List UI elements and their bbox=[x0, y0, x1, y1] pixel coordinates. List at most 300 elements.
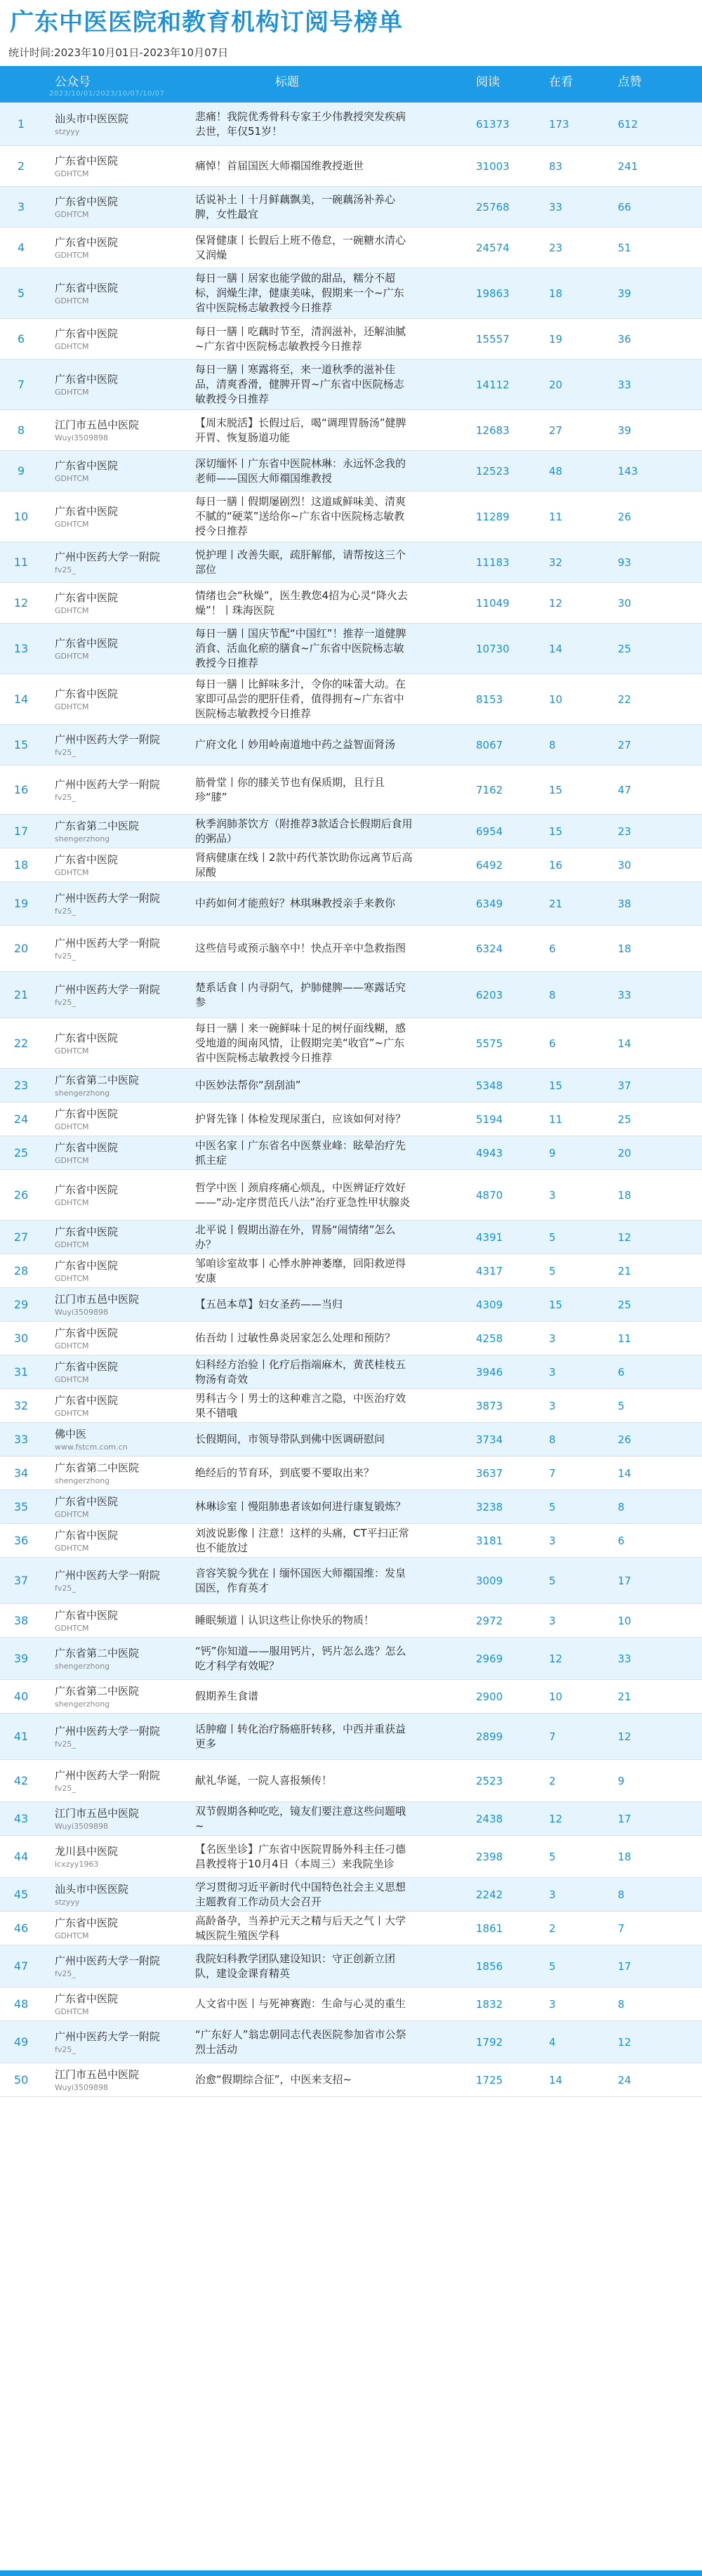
account-id: shengerzhong bbox=[55, 834, 110, 843]
like-count: 25 bbox=[618, 1112, 632, 1126]
article-title[interactable]: 筋骨堂丨你的膝关节也有保质期，且行且珍“膝” bbox=[195, 775, 385, 803]
table-row[interactable] bbox=[0, 1254, 702, 1288]
article-title[interactable]: 保肾健康丨长假后上班不倦怠，一碗糖水清心又润燥 bbox=[195, 233, 406, 261]
view-count: 15 bbox=[549, 824, 563, 838]
article-title[interactable]: 人文省中医丨与死神赛跑：生命与心灵的重生 bbox=[195, 1997, 406, 2010]
account-name[interactable]: 广东省中医院 bbox=[55, 1528, 119, 1542]
account-name[interactable]: 广州中医药大学一附院 bbox=[55, 1568, 161, 1582]
read-count: 19863 bbox=[476, 287, 510, 300]
like-count: 30 bbox=[618, 858, 632, 872]
account-name[interactable]: 广州中医药大学一附院 bbox=[55, 983, 161, 996]
article-title[interactable]: 悦护理丨改善失眠，疏肝解郁，请帮按这三个部位 bbox=[195, 548, 406, 576]
account-id: fv25_ bbox=[55, 1783, 76, 1793]
account-id: GDHTCM bbox=[55, 387, 89, 397]
view-count: 3 bbox=[549, 1332, 556, 1345]
table-row[interactable] bbox=[0, 765, 702, 815]
rank-number: 4 bbox=[17, 241, 25, 254]
table-row[interactable] bbox=[0, 1987, 702, 2021]
table-row[interactable] bbox=[0, 1069, 702, 1103]
account-cell bbox=[55, 360, 188, 409]
article-title[interactable]: 这些信号或预示脑卒中！快点开辛中急救指图 bbox=[195, 942, 406, 954]
like-count: 33 bbox=[618, 988, 632, 1001]
read-count: 11183 bbox=[476, 556, 510, 569]
article-title[interactable]: 秋季润肺茶饮方（附推荐3款适合长假期后食用的粥品） bbox=[195, 817, 413, 845]
article-title[interactable]: 楚系话食丨内寻阴气，护肺健脾——寒露话究参 bbox=[195, 980, 406, 1008]
table-row[interactable] bbox=[0, 815, 702, 848]
account-cell bbox=[55, 187, 188, 227]
account-cell bbox=[55, 103, 188, 145]
account-name[interactable]: 广东省中医院 bbox=[55, 1360, 119, 1373]
table-row[interactable] bbox=[0, 319, 702, 360]
table-row[interactable] bbox=[0, 146, 702, 187]
like-count: 47 bbox=[618, 783, 632, 796]
article-title[interactable]: 邹咱诊室故事丨心悸水肿神萎靡，回阳救逆得安康 bbox=[195, 1256, 406, 1284]
account-name[interactable]: 广州中医药大学一附院 bbox=[55, 2030, 161, 2043]
rank-number: 32 bbox=[13, 1399, 29, 1412]
account-cell bbox=[55, 1288, 188, 1321]
account-cell bbox=[55, 583, 188, 623]
account-id: stzyyy bbox=[55, 1897, 80, 1907]
account-id: GDHTCM bbox=[55, 341, 89, 351]
like-count: 18 bbox=[618, 1188, 632, 1202]
article-title[interactable]: 高龄备孕，当养护元天之精与后天之气丨大学城医院生殖医学科 bbox=[195, 1914, 406, 1942]
account-id: GDHTCM bbox=[55, 169, 89, 178]
account-name[interactable]: 广州中医药大学一附院 bbox=[55, 891, 161, 905]
table-header bbox=[0, 66, 702, 103]
table-row[interactable] bbox=[0, 926, 702, 972]
article-title[interactable]: 中医名家丨广东省名中医蔡业峰：眩晕治疗先抓主症 bbox=[195, 1138, 406, 1167]
account-name[interactable]: 广东省中医院 bbox=[55, 1992, 119, 2005]
account-name[interactable]: 江门市五邑中医院 bbox=[55, 2068, 140, 2081]
read-count: 3734 bbox=[476, 1433, 503, 1446]
table-row[interactable] bbox=[0, 1355, 702, 1389]
account-id: shengerzhong bbox=[55, 1088, 110, 1098]
account-cell bbox=[55, 1878, 188, 1911]
view-count: 6 bbox=[549, 1037, 556, 1050]
view-count: 11 bbox=[549, 510, 563, 523]
read-count: 15557 bbox=[476, 332, 510, 346]
account-cell bbox=[55, 2021, 188, 2063]
account-name[interactable]: 江门市五邑中医院 bbox=[55, 1292, 140, 1306]
article-title[interactable]: 每日一膳丨吃藕时节至，清润滋补，还解油腻~广东省中医院杨志敏教授今日推荐 bbox=[195, 324, 406, 353]
article-title[interactable]: “广东好人”翁忠朝同志代表医院参加省市公祭烈士活动 bbox=[195, 2028, 406, 2056]
account-name[interactable]: 广东省中医院 bbox=[55, 1141, 119, 1154]
article-title[interactable]: 肾病健康在线丨2款中药代茶饮助你远离节后高尿酸 bbox=[195, 850, 413, 879]
account-name[interactable]: 广东省中医院 bbox=[55, 1183, 119, 1196]
rank-number: 30 bbox=[13, 1332, 29, 1345]
table-row[interactable] bbox=[0, 882, 702, 926]
rank-number: 26 bbox=[13, 1188, 29, 1202]
article-title[interactable]: 妇科经方治验丨化疗后指端麻木，黄芪桂枝五物汤有奇效 bbox=[195, 1358, 406, 1386]
table-row[interactable] bbox=[0, 1604, 702, 1638]
article-title[interactable]: 每日一膳丨寒露将至，来一道秋季的滋补佳品，清爽香滑，健脾开胃~广东省中医院杨志敏教授今日推荐 bbox=[195, 363, 404, 405]
read-count: 2398 bbox=[476, 1850, 503, 1863]
rank-number: 28 bbox=[13, 1264, 29, 1277]
view-count: 20 bbox=[549, 378, 563, 391]
article-title[interactable]: 每日一膳丨假期屡剧烈！这道咸鲜味美、清爽不腻的“硬菜”送给你~广东省中医院杨志敏教授今日推荐 bbox=[195, 495, 406, 537]
table-row[interactable] bbox=[0, 1878, 702, 1912]
account-cell bbox=[55, 1254, 188, 1287]
read-count: 5348 bbox=[476, 1079, 503, 1092]
table-row[interactable] bbox=[0, 492, 702, 542]
article-title[interactable]: 每日一膳丨居家也能学做的甜品，糯分不超标，润燥生津，健康美味，假期来一个~广东省中医院杨志敏教授今日推荐 bbox=[195, 272, 404, 314]
account-cell bbox=[55, 1322, 188, 1355]
account-name[interactable]: 广东省中医院 bbox=[55, 1608, 119, 1622]
article-title[interactable]: “钙”你知道——服用钙片，钙片怎么选？怎么吃才科学有效呢？ bbox=[195, 1644, 406, 1672]
rank-number: 15 bbox=[13, 738, 29, 751]
like-count: 66 bbox=[618, 200, 632, 213]
table-row[interactable] bbox=[0, 1136, 702, 1170]
account-name[interactable]: 广东省中医院 bbox=[55, 1916, 119, 1929]
read-count: 4943 bbox=[476, 1146, 503, 1159]
article-title[interactable]: 话肿瘤丨转化治疗肠癌肝转移，中西并重获益更多 bbox=[195, 1722, 406, 1750]
read-count: 24574 bbox=[476, 241, 510, 254]
table-row[interactable] bbox=[0, 268, 702, 319]
account-cell bbox=[55, 1389, 188, 1422]
account-cell bbox=[55, 542, 188, 582]
read-count: 8153 bbox=[476, 692, 503, 706]
account-name[interactable]: 广东省中医院 bbox=[55, 591, 119, 604]
like-count: 39 bbox=[618, 287, 632, 300]
view-count: 8 bbox=[549, 988, 556, 1001]
col-header-reads: 阅读 bbox=[476, 75, 500, 89]
account-name[interactable]: 广东省中医院 bbox=[55, 459, 119, 472]
account-cell bbox=[55, 765, 188, 814]
account-id: fv25_ bbox=[55, 792, 76, 802]
account-cell bbox=[55, 1680, 188, 1713]
article-title[interactable]: 【名医坐诊】广东省中医院胃肠外科主任刁德昌教授将于10月4日（本周三）来我院坐诊 bbox=[195, 1842, 406, 1870]
table-row[interactable] bbox=[0, 1945, 702, 1987]
account-name[interactable]: 广州中医药大学一附院 bbox=[55, 936, 161, 949]
table-row[interactable] bbox=[0, 1836, 702, 1878]
account-id: GDHTCM bbox=[55, 1374, 89, 1384]
like-count: 7 bbox=[618, 1921, 625, 1935]
account-cell bbox=[55, 1221, 188, 1254]
table-row[interactable] bbox=[0, 103, 702, 146]
account-name[interactable]: 广东省中医院 bbox=[55, 372, 119, 386]
account-cell bbox=[55, 882, 188, 925]
view-count: 2 bbox=[549, 1774, 556, 1787]
account-cell bbox=[55, 319, 188, 359]
read-count: 2969 bbox=[476, 1652, 503, 1665]
view-count: 83 bbox=[549, 159, 563, 173]
account-id: www.fstcm.com.cn bbox=[55, 1442, 128, 1452]
view-count: 3 bbox=[549, 1365, 556, 1379]
table-row[interactable] bbox=[0, 187, 702, 228]
table-row[interactable] bbox=[0, 972, 702, 1018]
view-count: 10 bbox=[549, 1690, 563, 1703]
like-count: 21 bbox=[618, 1264, 632, 1277]
account-name[interactable]: 广东省中医院 bbox=[55, 235, 119, 249]
rank-number: 21 bbox=[13, 988, 29, 1001]
article-title[interactable]: 林琳诊室丨慢阻肺患者该如何进行康复锻炼？ bbox=[195, 1500, 406, 1513]
table-row[interactable] bbox=[0, 1802, 702, 1836]
account-name[interactable]: 广东省中医院 bbox=[55, 1494, 119, 1508]
account-id: fv25_ bbox=[55, 1739, 76, 1749]
account-cell bbox=[55, 926, 188, 971]
account-id: fv25_ bbox=[55, 951, 76, 961]
view-count: 3 bbox=[549, 1888, 556, 1901]
article-title[interactable]: 话说补土丨十月鲜藕飘美，一碗藕汤补养心脾，女性最宜 bbox=[195, 192, 396, 221]
read-count: 5194 bbox=[476, 1112, 503, 1126]
rank-number: 31 bbox=[13, 1365, 29, 1379]
account-name[interactable]: 广东省中医院 bbox=[55, 1225, 119, 1238]
view-count: 5 bbox=[549, 1574, 556, 1587]
account-cell bbox=[55, 815, 188, 848]
rank-number: 38 bbox=[13, 1614, 29, 1627]
article-title[interactable]: 睡眠频道丨认识这些让你快乐的物质！ bbox=[195, 1614, 375, 1627]
read-count: 5575 bbox=[476, 1037, 503, 1050]
account-id: GDHTCM bbox=[55, 1623, 89, 1633]
account-cell bbox=[55, 492, 188, 541]
rank-number: 18 bbox=[13, 858, 29, 872]
rank-number: 46 bbox=[13, 1921, 29, 1935]
article-title[interactable]: 中药如何才能煎好？林琪琳教授亲手来教你 bbox=[195, 897, 396, 909]
article-title[interactable]: 情绪也会“秋燥”，医生教您4招为心灵“降火去燥”！丨珠海医院 bbox=[195, 589, 408, 617]
account-id: GDHTCM bbox=[55, 651, 89, 661]
account-cell bbox=[55, 624, 188, 673]
like-count: 17 bbox=[618, 1574, 632, 1587]
like-count: 30 bbox=[618, 596, 632, 610]
account-name[interactable]: 佛中医 bbox=[55, 1427, 87, 1440]
table-row[interactable] bbox=[0, 1423, 702, 1457]
table-row[interactable] bbox=[0, 1680, 702, 1714]
view-count: 32 bbox=[549, 556, 563, 569]
article-title[interactable]: 悲痛！我院优秀骨科专家王少伟教授突发疾病去世，年仅51岁！ bbox=[195, 110, 406, 138]
table-row[interactable] bbox=[0, 674, 702, 725]
account-name[interactable]: 汕头市中医医院 bbox=[55, 112, 129, 125]
account-cell bbox=[55, 1018, 188, 1068]
account-name[interactable]: 汕头市中医医院 bbox=[55, 1882, 129, 1895]
view-count: 18 bbox=[549, 287, 563, 300]
rank-number: 24 bbox=[13, 1112, 29, 1126]
article-title[interactable]: 音容笑貌今犹在丨缅怀国医大师禤国维：发皇国医，作育英才 bbox=[195, 1566, 406, 1594]
article-title[interactable]: 男科古今丨男士的这种难言之隐，中医治疗效果不错哦 bbox=[195, 1391, 406, 1419]
article-title[interactable]: 深切缅怀丨广东省中医院林琳：永远怀念我的老师——国医大师禤国维教授 bbox=[195, 456, 406, 485]
view-count: 12 bbox=[549, 1812, 563, 1825]
view-count: 14 bbox=[549, 2073, 563, 2087]
like-count: 25 bbox=[618, 642, 632, 655]
account-cell bbox=[55, 1490, 188, 1523]
table-row[interactable] bbox=[0, 1018, 702, 1069]
view-count: 23 bbox=[549, 241, 563, 254]
table-row[interactable] bbox=[0, 848, 702, 882]
account-name[interactable]: 江门市五邑中医院 bbox=[55, 418, 140, 431]
account-name[interactable]: 广东省中医院 bbox=[55, 636, 119, 650]
account-id: GDHTCM bbox=[55, 250, 89, 260]
view-count: 3 bbox=[549, 1614, 556, 1627]
article-title[interactable]: 每日一膳丨来一碗鲜味十足的树仔面线糊，感受地道的闽南风情，让假期完美“收官”~广东省中医院杨志敏教授今日推荐 bbox=[195, 1022, 406, 1064]
article-title[interactable]: 我院妇科教学团队建设知识：守正创新立团队，建设金课育精英 bbox=[195, 1952, 396, 1980]
table-row[interactable] bbox=[0, 1322, 702, 1355]
table-row[interactable] bbox=[0, 1760, 702, 1802]
account-name[interactable]: 广东省中医院 bbox=[55, 853, 119, 866]
article-title[interactable]: 广府文化丨妙用岭南道地中药之益智面肾汤 bbox=[195, 738, 396, 751]
view-count: 16 bbox=[549, 858, 563, 872]
like-count: 26 bbox=[618, 1433, 632, 1446]
table-row[interactable] bbox=[0, 1638, 702, 1680]
account-cell bbox=[55, 972, 188, 1018]
like-count: 12 bbox=[618, 1730, 632, 1743]
table-row[interactable] bbox=[0, 1714, 702, 1760]
article-title[interactable]: 假期养生食谱 bbox=[195, 1690, 259, 1702]
account-cell bbox=[55, 451, 188, 491]
table-row[interactable] bbox=[0, 1170, 702, 1221]
table-row[interactable] bbox=[0, 583, 702, 624]
article-title[interactable]: 刘波说影像丨注意！这样的头痛，CT平扫正常也不能放过 bbox=[195, 1526, 409, 1554]
rank-number: 1 bbox=[17, 117, 25, 131]
table-row[interactable] bbox=[0, 542, 702, 583]
article-title[interactable]: 【五邑本草】妇女圣药——当归 bbox=[195, 1298, 343, 1310]
like-count: 5 bbox=[618, 1399, 625, 1412]
rank-number: 29 bbox=[13, 1298, 29, 1311]
like-count: 14 bbox=[618, 1466, 632, 1480]
account-cell bbox=[55, 2063, 188, 2096]
article-title[interactable]: 痛悼！首届国医大师禤国维教授逝世 bbox=[195, 159, 364, 172]
like-count: 12 bbox=[618, 1230, 632, 1244]
article-title[interactable]: 治愈“假期综合征”，中医来支招~ bbox=[195, 2073, 352, 2086]
read-count: 8067 bbox=[476, 738, 503, 751]
article-title[interactable]: 中医妙法帮你“刮刮油” bbox=[195, 1079, 301, 1091]
read-count: 12683 bbox=[476, 423, 510, 437]
account-id: GDHTCM bbox=[55, 1273, 89, 1283]
rank-number: 33 bbox=[13, 1433, 29, 1446]
read-count: 14112 bbox=[476, 378, 510, 391]
account-name[interactable]: 广州中医药大学一附院 bbox=[55, 777, 161, 791]
like-count: 25 bbox=[618, 1298, 632, 1311]
like-count: 27 bbox=[618, 738, 632, 751]
table-row[interactable] bbox=[0, 360, 702, 410]
account-cell bbox=[55, 1558, 188, 1603]
article-title[interactable]: 长假期间，市领导带队到佛中医调研慰问 bbox=[195, 1433, 385, 1445]
account-cell bbox=[55, 1423, 188, 1456]
like-count: 18 bbox=[618, 942, 632, 955]
account-name[interactable]: 广东省中医院 bbox=[55, 154, 119, 167]
table-row[interactable] bbox=[0, 1524, 702, 1558]
account-id: shengerzhong bbox=[55, 1699, 110, 1709]
account-name[interactable]: 广东省中医院 bbox=[55, 1259, 119, 1272]
account-id: shengerzhong bbox=[55, 1476, 110, 1485]
like-count: 143 bbox=[618, 464, 638, 478]
table-row[interactable] bbox=[0, 1457, 702, 1490]
article-title[interactable]: 哲学中医丨颈肩疼痛心烦乱，中医辨证疗效好——“动-定序贯范氏八法”治疗亚急性甲状腺炎 bbox=[195, 1181, 410, 1209]
account-name[interactable]: 龙川县中医院 bbox=[55, 1844, 119, 1858]
view-count: 6 bbox=[549, 942, 556, 955]
account-id: fv25_ bbox=[55, 997, 76, 1007]
account-name[interactable]: 广东省中医院 bbox=[55, 1107, 119, 1120]
account-name[interactable]: 广东省中医院 bbox=[55, 1326, 119, 1339]
rank-number: 37 bbox=[13, 1574, 29, 1587]
account-name[interactable]: 广州中医药大学一附院 bbox=[55, 1724, 161, 1737]
read-count: 4258 bbox=[476, 1332, 503, 1345]
account-name[interactable]: 广东省中医院 bbox=[55, 504, 119, 518]
read-count: 10730 bbox=[476, 642, 510, 655]
read-count: 4309 bbox=[476, 1298, 503, 1311]
account-name[interactable]: 广东省中医院 bbox=[55, 195, 119, 208]
read-count: 3946 bbox=[476, 1365, 503, 1379]
table-row[interactable] bbox=[0, 2021, 702, 2063]
table-row[interactable] bbox=[0, 1389, 702, 1423]
table-row[interactable] bbox=[0, 1912, 702, 1945]
account-name[interactable]: 广州中医药大学一附院 bbox=[55, 732, 161, 746]
table-row[interactable] bbox=[0, 1558, 702, 1604]
article-title[interactable]: 每日一膳丨国庆节配“中国红”！推荐一道健脾消食、活血化瘀的膳食~广东省中医院杨志敏教授今日推荐 bbox=[195, 627, 406, 669]
read-count: 1856 bbox=[476, 1959, 503, 1973]
account-id: GDHTCM bbox=[55, 519, 89, 529]
account-name[interactable]: 广东省中医院 bbox=[55, 1031, 119, 1044]
table-row[interactable] bbox=[0, 1490, 702, 1524]
table-row[interactable] bbox=[0, 2063, 702, 2097]
account-name[interactable]: 广东省第二中医院 bbox=[55, 819, 140, 832]
article-title[interactable]: 献礼华诞，一院人喜报频传！ bbox=[195, 1774, 333, 1787]
article-title[interactable]: 护肾先锋丨体检发现尿蛋白，应该如何对待？ bbox=[195, 1112, 406, 1125]
table-row[interactable] bbox=[0, 1103, 702, 1136]
rank-number: 27 bbox=[13, 1230, 29, 1244]
like-count: 18 bbox=[618, 1850, 632, 1863]
table-row[interactable] bbox=[0, 1221, 702, 1254]
view-count: 5 bbox=[549, 1500, 556, 1513]
read-count: 6954 bbox=[476, 824, 503, 838]
article-title[interactable]: 学习贯彻习近平新时代中国特色社会主义思想主题教育工作动员大会召开 bbox=[195, 1880, 406, 1908]
account-cell bbox=[55, 1912, 188, 1945]
rank-number: 47 bbox=[13, 1959, 29, 1973]
account-name[interactable]: 广东省中医院 bbox=[55, 327, 119, 340]
account-cell bbox=[55, 146, 188, 186]
account-name[interactable]: 广州中医药大学一附院 bbox=[55, 1954, 161, 1967]
ranking-table bbox=[0, 103, 702, 2097]
account-name[interactable]: 广东省第二中医院 bbox=[55, 1461, 140, 1474]
account-id: Wuyi3509898 bbox=[55, 433, 109, 442]
account-name[interactable]: 广东省中医院 bbox=[55, 281, 119, 294]
table-row[interactable] bbox=[0, 725, 702, 765]
account-id: lcxzyy1963 bbox=[55, 1859, 99, 1869]
article-title[interactable]: 北平说丨假期出游在外，胃肠“闹情绪”怎么办？ bbox=[195, 1223, 396, 1251]
view-count: 10 bbox=[549, 692, 563, 706]
view-count: 3 bbox=[549, 1399, 556, 1412]
table-row[interactable] bbox=[0, 1288, 702, 1322]
account-name[interactable]: 广东省中医院 bbox=[55, 1393, 119, 1407]
like-count: 20 bbox=[618, 1146, 632, 1159]
article-title[interactable]: 绝经后的节育环，到底要不要取出来？ bbox=[195, 1466, 375, 1479]
account-name[interactable]: 广州中医药大学一附院 bbox=[55, 550, 161, 563]
view-count: 8 bbox=[549, 1433, 556, 1446]
account-name[interactable]: 广东省第二中医院 bbox=[55, 1646, 140, 1660]
account-name[interactable]: 广州中医药大学一附院 bbox=[55, 1768, 161, 1782]
account-name[interactable]: 江门市五邑中医院 bbox=[55, 1806, 140, 1820]
table-row[interactable] bbox=[0, 624, 702, 674]
account-cell bbox=[55, 1355, 188, 1388]
read-count: 6349 bbox=[476, 897, 503, 910]
like-count: 23 bbox=[618, 824, 632, 838]
account-cell bbox=[55, 1136, 188, 1169]
view-count: 7 bbox=[549, 1730, 556, 1743]
article-title[interactable]: 【周末脱活】长假过后，喝“调理胃肠汤”健脾开胃、恢复肠道功能 bbox=[195, 416, 406, 444]
read-count: 3238 bbox=[476, 1500, 503, 1513]
read-count: 2899 bbox=[476, 1730, 503, 1743]
account-name[interactable]: 广东省中医院 bbox=[55, 687, 119, 700]
account-name[interactable]: 广东省第二中医院 bbox=[55, 1073, 140, 1086]
article-title[interactable]: 双节假期各种吃吃，镜友们要注意这些问题哦~ bbox=[195, 1804, 406, 1832]
table-row[interactable] bbox=[0, 451, 702, 492]
table-row[interactable] bbox=[0, 410, 702, 451]
like-count: 12 bbox=[618, 2035, 632, 2049]
account-name[interactable]: 广东省第二中医院 bbox=[55, 1684, 140, 1697]
article-title[interactable]: 佑吾幼丨过敏性鼻炎居家怎么处理和预防？ bbox=[195, 1332, 396, 1344]
read-count: 3009 bbox=[476, 1574, 503, 1587]
table-row[interactable] bbox=[0, 228, 702, 268]
article-title[interactable]: 每日一膳丨比鲜味多汁，令你的味蕾大动。在家即可品尝的肥肝佳肴，值得拥有~广东省中医院杨志敏教授今日推荐 bbox=[195, 678, 406, 720]
view-count: 5 bbox=[549, 1230, 556, 1244]
